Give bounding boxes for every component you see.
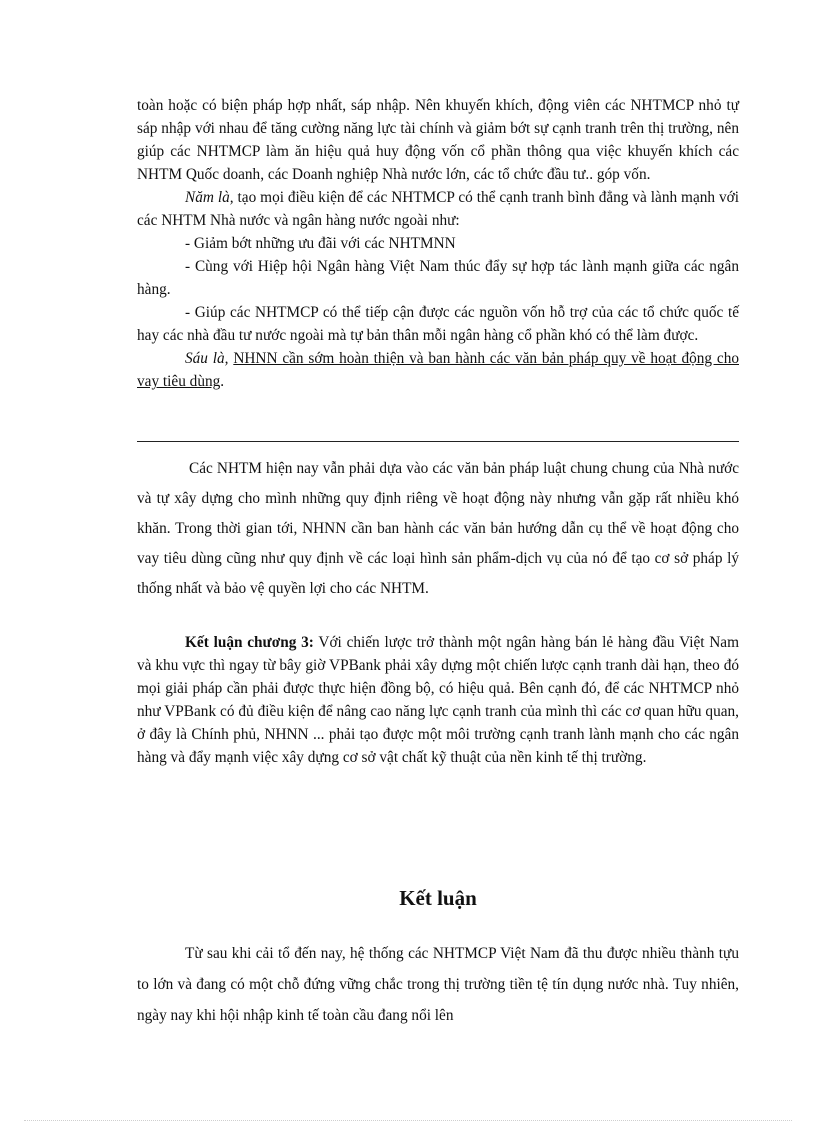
text-block-chapter-conclusion bbox=[137, 631, 739, 769]
text-block-consumer-lending bbox=[137, 454, 739, 604]
paragraph-conclusion: Từ sau khi cải tổ đến nay, hệ thống các NHTMCP Việt Nam đã thu được nhiều thành tựu to lớn và đang có một chỗ đứng vững chắc trong thị trường tiền tệ tín dụng nước nhà. Tuy nhiên, ngày nay khi hội nhập kinh tế toàn cầu đang nổi lên bbox=[137, 945, 739, 1024]
fifth-lead: Năm là, bbox=[185, 189, 234, 206]
fifth-text: tạo mọi điều kiện để các NHTMCP có thể cạnh tranh bình đẳng và lành mạnh với các NHTM Nhà nước và ngân hàng nước ngoài như: bbox=[137, 189, 739, 229]
section-heading: Kết luận bbox=[399, 886, 477, 910]
paragraph-consumer-lending: Các NHTM hiện nay vẫn phải dựa vào các văn bản pháp luật chung chung của Nhà nước và tự xây dựng cho mình những quy định riêng về hoạt động này nhưng vẫn gặp rất nhiều khó khăn. Trong thời gian tới, NHNN cần ban hành các văn bản hướng dẫn cụ thể về hoạt động cho vay tiêu dùng cũng như quy định về các loại hình sản phẩm-dịch vụ của nó để tạo cơ sở pháp lý thống nhất và bảo vệ quyền lợi cho các NHTM. bbox=[137, 460, 739, 597]
sixth-underlined-text: NHNN cần sớm hoàn thiện và ban hành các văn bản pháp quy về hoạt động cho vay tiêu dùng bbox=[137, 350, 739, 390]
chapter-conclusion-text: Với chiến lược trở thành một ngân hàng bán lẻ hàng đầu Việt Nam và khu vực thì ngay từ bây giờ VPBank phải xây dựng một chiến lược cạnh tranh dài hạn, theo đó mọi giải pháp cần phải được thực hiện đồng bộ, có hiệu quả. Bên cạnh đó, để các NHTMCP nhỏ như VPBank có đủ điều kiện để nâng cao năng lực cạnh tranh của mình thì các cơ quan hữu quan, ở đây là Chính phủ, NHNN ... phải tạo được một môi trường cạnh tranh lành mạnh cho các ngân hàng và đẩy mạnh việc xây dựng cơ sở vật chất kỹ thuật của nền kinh tế thị trường. bbox=[137, 634, 739, 766]
bullet-bank-association: - Cùng với Hiệp hội Ngân hàng Việt Nam thúc đẩy sự hợp tác lành mạnh giữa các ngân hàng. bbox=[137, 258, 739, 298]
paragraph-chapter-conclusion bbox=[137, 631, 739, 769]
horizontal-rule bbox=[137, 441, 739, 442]
paragraph-fifth bbox=[137, 186, 739, 232]
text-block-solutions bbox=[137, 94, 739, 393]
paragraph-merger: toàn hoặc có biện pháp hợp nhất, sáp nhập. Nên khuyến khích, động viên các NHTMCP nhỏ tự sáp nhập với nhau để tăng cường năng lực tài chính và giảm bớt sự cạnh tranh trên thị trường, nên giúp các NHTMCP làm ăn hiệu quả huy động vốn cổ phần thông qua việc khuyến khích các NHTM Quốc doanh, các Doanh nghiệp Nhà nước lớn, các tổ chức đầu tư.. góp vốn. bbox=[137, 97, 739, 183]
chapter-conclusion-lead: Kết luận chương 3: bbox=[185, 634, 314, 651]
page-bottom-divider bbox=[24, 1120, 792, 1121]
bullet-reduce-privileges: - Giảm bớt những ưu đãi với các NHTMNN bbox=[185, 235, 456, 252]
sixth-lead: Sáu là, bbox=[185, 350, 229, 367]
text-block-conclusion bbox=[137, 938, 739, 1031]
sixth-end: . bbox=[220, 373, 225, 390]
bullet-capital-access: - Giúp các NHTMCP có thể tiếp cận được các nguồn vốn hỗ trợ của các tổ chức quốc tế hay các nhà đầu tư nước ngoài mà tự bản thân mỗi ngân hàng cổ phần khó có thể làm được. bbox=[137, 304, 739, 344]
paragraph-sixth bbox=[137, 347, 739, 393]
